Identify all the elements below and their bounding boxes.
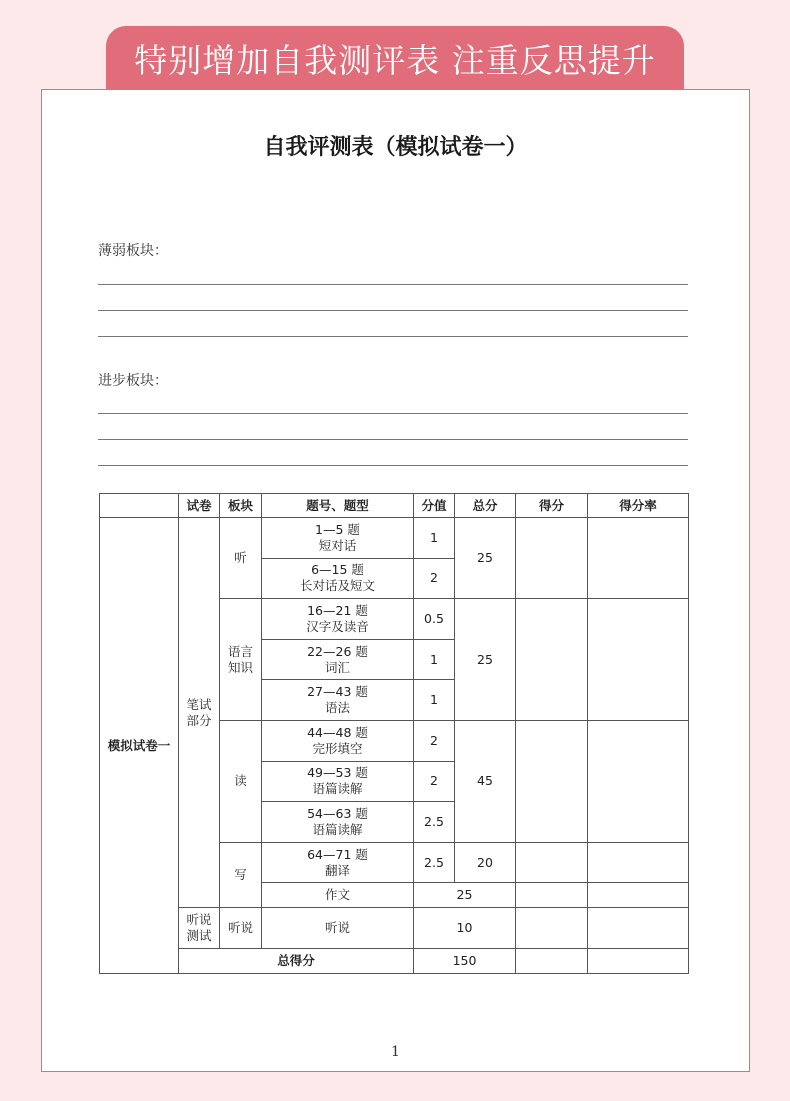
essay-label: 作文: [262, 883, 414, 908]
rate-language[interactable]: [588, 599, 689, 721]
paper-name-cell: 模拟试卷一: [100, 518, 179, 974]
header-blank: [100, 494, 179, 518]
weak-areas-line-3[interactable]: [98, 336, 688, 337]
item-number: 16—21 题: [307, 602, 368, 618]
item-number: 44—48 题: [307, 724, 368, 740]
value-cell: 2: [414, 558, 455, 599]
item-cell: [262, 680, 414, 721]
item-number: 1—5 题: [315, 521, 360, 537]
grand-total-value: 150: [414, 949, 516, 974]
value-cell: 1: [414, 639, 455, 680]
item-type: 语法: [324, 700, 350, 716]
block-reading: 读: [220, 720, 262, 842]
block-listening: 听: [220, 518, 262, 599]
score-reading[interactable]: [516, 720, 588, 842]
essay-value: 25: [414, 883, 516, 908]
rate-essay[interactable]: [588, 883, 689, 908]
item-type: 语篇读解: [312, 821, 363, 837]
oral-section-label: 听说测试: [186, 912, 212, 944]
header-item: 题号、题型: [262, 494, 414, 518]
table-row: [100, 949, 689, 974]
table-header-row: [100, 494, 689, 518]
score-language[interactable]: [516, 599, 588, 721]
progress-areas-line-1[interactable]: [98, 413, 688, 414]
block-speaking: 听说: [220, 908, 262, 949]
item-number: 54—63 题: [307, 805, 368, 821]
page-title: 自我评测表（模拟试卷一）: [263, 134, 528, 160]
speaking-value: 10: [414, 908, 516, 949]
value-cell: 1: [414, 680, 455, 721]
header-total: 总分: [455, 494, 516, 518]
score-translation[interactable]: [516, 842, 588, 883]
table-row: [100, 908, 689, 949]
header-block: 板块: [220, 494, 262, 518]
item-number: 6—15 题: [311, 562, 364, 578]
item-number: 22—26 题: [307, 643, 368, 659]
item-number: 27—43 题: [307, 684, 368, 700]
total-language: 25: [455, 599, 516, 721]
value-cell: 2.5: [414, 802, 455, 843]
block-writing: 写: [220, 842, 262, 908]
weak-areas-label: 薄弱板块：: [98, 243, 168, 259]
item-cell: [262, 802, 414, 843]
item-type: 汉字及读音: [306, 618, 369, 634]
item-type: 词汇: [324, 659, 350, 675]
total-translation: 20: [455, 842, 516, 883]
written-section-cell: [179, 518, 220, 908]
written-section-label: 笔试部分: [186, 696, 212, 728]
rate-translation[interactable]: [588, 842, 689, 883]
item-cell: [262, 518, 414, 559]
item-type: 短对话: [318, 537, 357, 553]
banner-text: 特别增加自我测评表 注重反思提升: [134, 40, 656, 80]
page-number: 1: [391, 1044, 400, 1060]
total-reading: 45: [455, 720, 516, 842]
block-language-label: 语言知识: [227, 643, 253, 675]
table-row: [100, 518, 689, 559]
item-cell: [262, 842, 414, 883]
value-cell: 1: [414, 518, 455, 559]
item-number: 64—71 题: [307, 846, 368, 862]
value-cell: 0.5: [414, 599, 455, 640]
item-type: 长对话及短文: [299, 578, 375, 594]
oral-section-cell: [179, 908, 220, 949]
item-cell: [262, 761, 414, 802]
header-paper: 试卷: [179, 494, 220, 518]
item-cell: [262, 558, 414, 599]
weak-areas-line-1[interactable]: [98, 284, 688, 285]
grand-total-label: 总得分: [179, 949, 414, 974]
weak-areas-line-2[interactable]: [98, 310, 688, 311]
header-value: 分值: [414, 494, 455, 518]
item-cell: [262, 599, 414, 640]
progress-areas-line-2[interactable]: [98, 439, 688, 440]
score-table: [99, 493, 689, 974]
worksheet-page: [41, 89, 750, 1072]
value-cell: 2: [414, 761, 455, 802]
speaking-label: 听说: [262, 908, 414, 949]
score-essay[interactable]: [516, 883, 588, 908]
rate-speaking[interactable]: [588, 908, 689, 949]
item-number: 49—53 题: [307, 765, 368, 781]
header-rate: 得分率: [588, 494, 689, 518]
item-type: 完形填空: [312, 740, 363, 756]
item-cell: [262, 639, 414, 680]
value-cell: 2.5: [414, 842, 455, 883]
rate-reading[interactable]: [588, 720, 689, 842]
score-speaking[interactable]: [516, 908, 588, 949]
rate-total[interactable]: [588, 949, 689, 974]
total-listening: 25: [455, 518, 516, 599]
progress-areas-label: 进步板块：: [98, 373, 168, 389]
progress-areas-line-3[interactable]: [98, 465, 688, 466]
score-total[interactable]: [516, 949, 588, 974]
header-score: 得分: [516, 494, 588, 518]
rate-listening[interactable]: [588, 518, 689, 599]
item-type: 翻译: [324, 862, 350, 878]
item-cell: [262, 720, 414, 761]
score-listening[interactable]: [516, 518, 588, 599]
value-cell: 2: [414, 720, 455, 761]
promo-banner: [106, 26, 684, 90]
block-language: [220, 599, 262, 721]
item-type: 语篇读解: [312, 781, 363, 797]
